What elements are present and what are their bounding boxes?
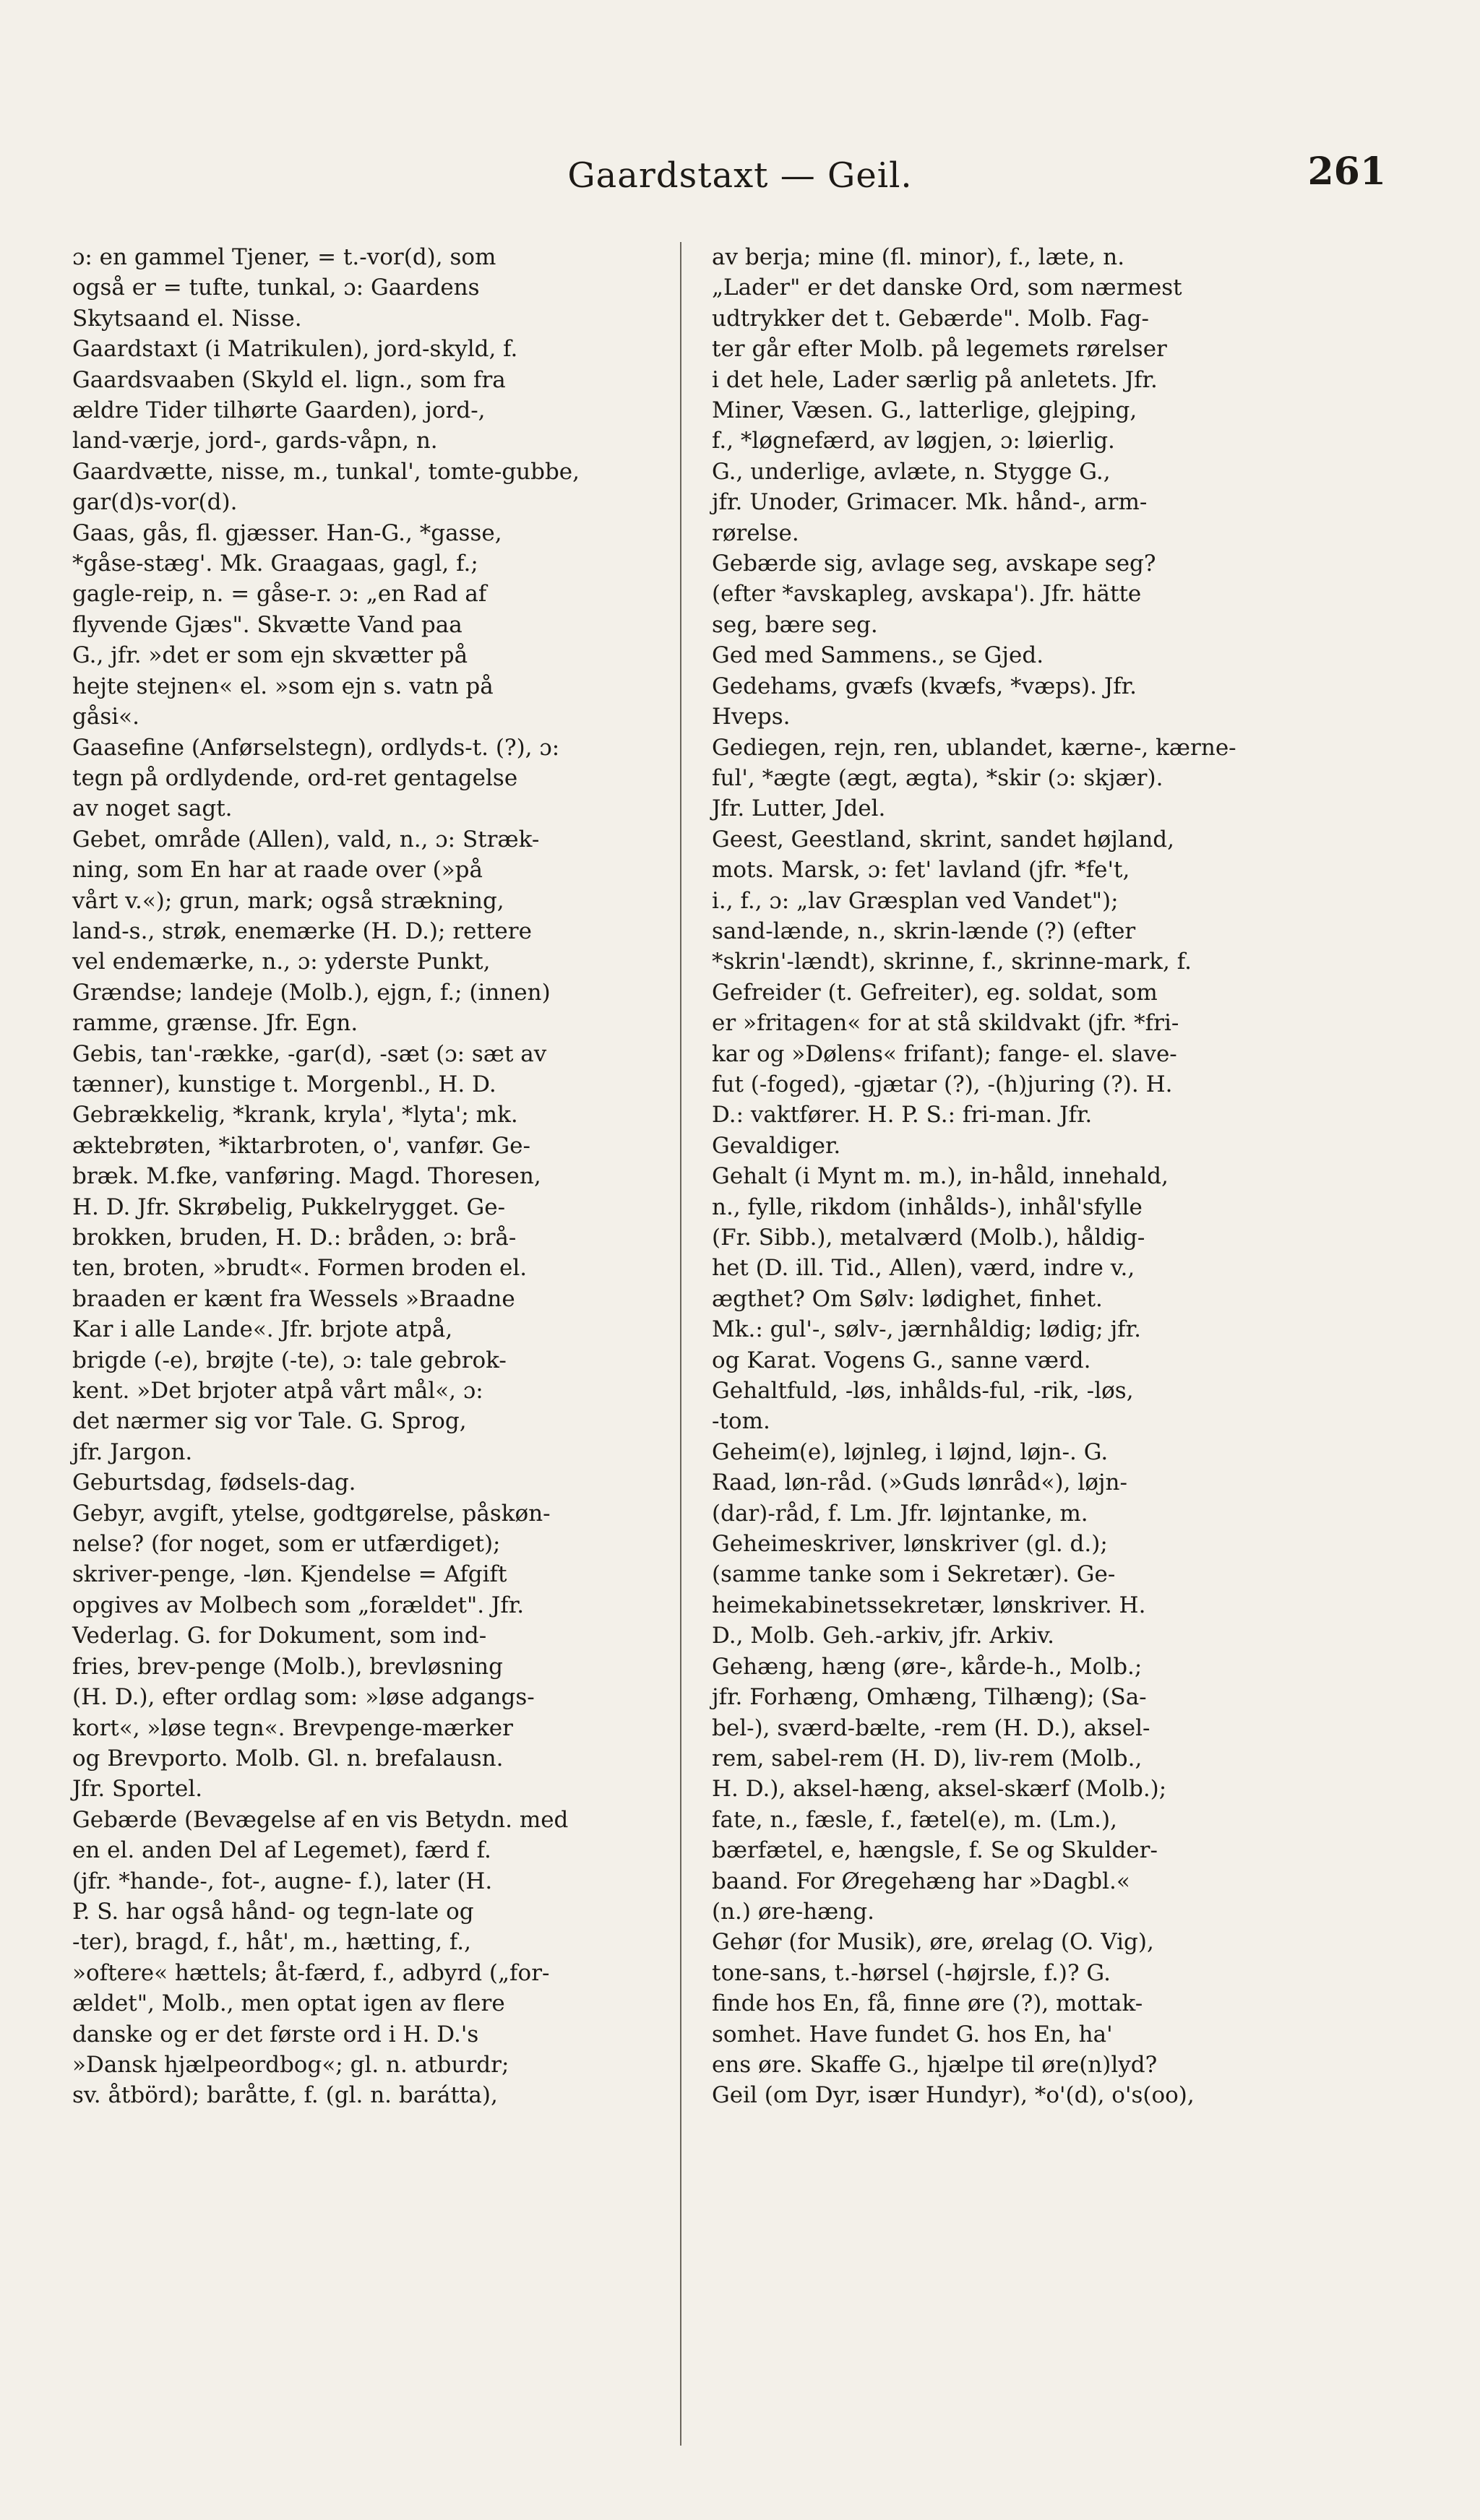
entry-line: Gebrækkelig, *krank, kryla', *lyta'; mk. xyxy=(72,1102,518,1129)
entry-line: (dar)-råd, f. Lm. Jfr. løjntanke, m. xyxy=(712,1500,1088,1527)
entry-line: gåsi«. xyxy=(72,704,139,730)
entry-line: Miner, Væsen. G., latterlige, glejping, xyxy=(712,397,1137,424)
dictionary-entry xyxy=(712,242,1312,548)
entry-line: *skrin'-lændt), skrinne, f., skrinne-mark, f. xyxy=(712,949,1192,975)
dictionary-entry xyxy=(712,1376,1312,1437)
entry-line: »oftere« hættels; åt-færd, f., adbyrd („for- xyxy=(72,1959,550,1986)
entry-line: ældre Tider tilhørte Gaarden), jord-, xyxy=(72,397,486,424)
entry-line: mots. Marsk, ɔ: fet' lavland (jfr. *fe't, xyxy=(712,857,1130,884)
dictionary-entry xyxy=(72,334,697,364)
entry-line: Raad, løn-råd. (»Guds lønråd«), løjn- xyxy=(712,1470,1127,1496)
entry-line: gagle-reip, n. = gåse-r. ɔ: „en Rad af xyxy=(72,581,487,608)
dictionary-entry xyxy=(712,1437,1312,1652)
entry-line: f., *løgnefærd, av løgjen, ɔ: løierlig. xyxy=(712,428,1115,454)
entry-line: G., jfr. »det er som ejn skvætter på xyxy=(72,642,468,669)
entry-line: Skytsaand el. Nisse. xyxy=(72,305,302,332)
entry-line: Gaasefine (Anførselstegn), ordlyds-t. (?), ɔ: xyxy=(72,734,560,761)
entry-line: H. D. Jfr. Skrøbelig, Pukkelrygget. Ge- xyxy=(72,1194,506,1220)
entry-line: Vederlag. G. for Dokument, som ind- xyxy=(72,1623,487,1649)
entry-line: (Fr. Sibb.), metalværd (Molb.), håldig- xyxy=(712,1225,1145,1251)
entry-line: tegn på ordlydende, ord-ret gentagelse xyxy=(72,764,518,791)
dictionary-entry xyxy=(72,1498,697,1805)
entry-line: Kar i alle Lande«. Jfr. brjote atpå, xyxy=(72,1316,453,1343)
entry-line: Jfr. Lutter, Jdel. xyxy=(712,795,886,822)
entry-line: finde hos En, få, finne øre (?), mottak- xyxy=(712,1990,1143,2017)
entry-line: Gaardvætte, nisse, m., tunkal', tomte-gubbe, xyxy=(72,458,580,485)
entry-line: H. D.), aksel-hæng, aksel-skærf (Molb.); xyxy=(712,1776,1167,1803)
entry-line: tænner), kunstige t. Morgenbl., H. D. xyxy=(72,1071,496,1097)
entry-line: er »fritagen« for at stå skildvakt (jfr. *fri- xyxy=(712,1010,1179,1037)
entry-line: Gebet, område (Allen), vald, n., ɔ: Stræk- xyxy=(72,826,540,853)
entry-line: Gehalt (i Mynt m. m.), in-håld, innehald, xyxy=(712,1163,1169,1190)
entry-line: Gehæng, hæng (øre-, kårde-h., Molb.; xyxy=(712,1653,1143,1680)
dictionary-entry xyxy=(712,548,1312,640)
entry-line: Gedehams, gvæfs (kvæfs, *væps). Jfr. xyxy=(712,673,1137,699)
entry-line: ældet", Molb., men optat igen av flere xyxy=(72,1990,505,2017)
entry-line: Jfr. Sportel. xyxy=(72,1776,203,1803)
entry-line: P. S. har også hånd- og tegn-late og xyxy=(72,1898,474,1925)
dictionary-entry xyxy=(72,242,697,334)
entry-line: braaden er kænt fra Wessels »Braadne xyxy=(72,1285,515,1312)
entry-line: det nærmer sig vor Tale. G. Sprog, xyxy=(72,1408,467,1435)
entry-line: »Dansk hjælpeordbog«; gl. n. atburdr; xyxy=(72,2051,509,2078)
entry-line: seg, bære seg. xyxy=(712,611,878,638)
entry-line: Gebis, tan'-række, -gar(d), -sæt (ɔ: sæt av xyxy=(72,1040,547,1067)
entry-line: også er = tufte, tunkal, ɔ: Gaardens xyxy=(72,275,480,301)
entry-line: bærfætel, e, hængsle, f. Se og Skulder- xyxy=(712,1837,1158,1864)
entry-line: Gaardstaxt (i Matrikulen), jord-skyld, f. xyxy=(72,336,518,363)
entry-line: het (D. ill. Tid., Allen), værd, indre v., xyxy=(712,1255,1135,1282)
entry-line: i., f., ɔ: „lav Græsplan ved Vandet"); xyxy=(712,887,1119,914)
entry-line: Gebyr, avgift, ytelse, godtgørelse, påskøn- xyxy=(72,1500,551,1527)
entry-line: ter går efter Molb. på legemets rørelser xyxy=(712,336,1167,363)
entry-line: danske og er det første ord i H. D.'s xyxy=(72,2021,479,2048)
entry-line: D., Molb. Geh.-arkiv, jfr. Arkiv. xyxy=(712,1623,1054,1649)
entry-line: „Lader" er det danske Ord, som nærmest xyxy=(712,275,1182,301)
entry-line: G., underlige, avlæte, n. Stygge G., xyxy=(712,458,1111,485)
entry-line: og Karat. Vogens G., sanne værd. xyxy=(712,1347,1091,1373)
page-header xyxy=(94,150,1386,213)
entry-line: *gåse-stæg'. Mk. Graagaas, gagl, f.; xyxy=(72,551,478,577)
running-head: Gaardstaxt — Geil. xyxy=(567,155,913,196)
entry-line: ɔ: en gammel Tjener, = t.-vor(d), som xyxy=(72,244,496,270)
dictionary-entry xyxy=(712,733,1312,824)
entry-line: somhet. Have fundet G. hos En, ha' xyxy=(712,2021,1113,2048)
entry-line: (H. D.), efter ordlag som: »løse adgangs- xyxy=(72,1684,535,1711)
entry-line: gar(d)s-vor(d). xyxy=(72,489,238,516)
entry-line: (samme tanke som i Sekretær). Ge- xyxy=(712,1561,1116,1588)
entry-line: jfr. Unoder, Grimacer. Mk. hånd-, arm- xyxy=(712,489,1148,516)
dictionary-entry xyxy=(712,978,1312,1161)
entry-line: og Brevporto. Molb. Gl. n. brefalausn. xyxy=(72,1745,504,1772)
entry-line: land-værje, jord-, gards-våpn, n. xyxy=(72,428,438,454)
entry-line: ful', *ægte (ægt, ægta), *skir (ɔ: skjær). xyxy=(712,764,1163,791)
entry-line: (n.) øre-hæng. xyxy=(712,1898,874,1925)
entry-line: bel-), sværd-bælte, -rem (H. D.), aksel- xyxy=(712,1714,1150,1741)
dictionary-entry xyxy=(712,2080,1312,2110)
dictionary-entry xyxy=(72,824,697,1039)
entry-line: vårt v.«); grun, mark; også strækning, xyxy=(72,887,504,914)
entry-line: (jfr. *hande-, fot-, augne- f.), later (H. xyxy=(72,1868,493,1894)
entry-line: kort«, »løse tegn«. Brevpenge-mærker xyxy=(72,1714,513,1741)
entry-line: (efter *avskapleg, avskapa'). Jfr. hätte xyxy=(712,581,1142,608)
entry-line: kar og »Dølens« frifant); fange- el. slave- xyxy=(712,1040,1177,1067)
entry-line: Geburtsdag, fødsels-dag. xyxy=(72,1470,356,1496)
entry-line: Gediegen, rejn, ren, ublandet, kærne-, kærne- xyxy=(712,734,1236,761)
entry-line: Geheim(e), løjnleg, i løjnd, løjn-. G. xyxy=(712,1438,1109,1465)
dictionary-entry xyxy=(712,1652,1312,1928)
entry-line: tone-sans, t.-hørsel (-højrsle, f.)? G. xyxy=(712,1959,1111,1986)
page-number: 261 xyxy=(1307,150,1386,194)
entry-line: D.: vaktfører. H. P. S.: fri-man. Jfr. xyxy=(712,1102,1093,1129)
entry-line: av berja; mine (fl. minor), f., læte, n. xyxy=(712,244,1125,270)
entry-line: Gefreider (t. Gefreiter), eg. soldat, som xyxy=(712,979,1158,1006)
entry-line: Hveps. xyxy=(712,704,791,730)
entry-line: ægthet? Om Sølv: lødighet, finhet. xyxy=(712,1285,1103,1312)
entry-line: brokken, bruden, H. D.: bråden, ɔ: brå- xyxy=(72,1225,517,1251)
entry-line: sand-lænde, n., skrin-lænde (?) (efter xyxy=(712,918,1136,944)
entry-line: -ter), bragd, f., håt', m., hætting, f., xyxy=(72,1929,471,1956)
dictionary-entry xyxy=(72,733,697,824)
entry-line: Ged med Sammens., se Gjed. xyxy=(712,642,1044,669)
entry-line: udtrykker det t. Gebærde". Molb. Fag- xyxy=(712,305,1149,332)
dictionary-entry xyxy=(72,1805,697,2111)
entry-line: nelse? (for noget, som er utfærdiget); xyxy=(72,1531,501,1558)
entry-line: ramme, grænse. Jfr. Egn. xyxy=(72,1010,358,1037)
entry-line: jfr. Jargon. xyxy=(72,1438,193,1465)
entry-line: ning, som En har at raade over (»på xyxy=(72,857,483,884)
entry-line: Gebærde (Bevægelse af en vis Betydn. med xyxy=(72,1806,569,1833)
entry-line: Geil (om Dyr, især Hundyr), *o'(d), o's(oo), xyxy=(712,2082,1195,2109)
dictionary-entry xyxy=(72,1467,697,1498)
entry-line: heimekabinetssekretær, lønskriver. H. xyxy=(712,1592,1146,1618)
entry-line: ten, broten, »brudt«. Formen broden el. xyxy=(72,1255,528,1282)
entry-line: rem, sabel-rem (H. D), liv-rem (Molb., xyxy=(712,1745,1143,1772)
dictionary-entry xyxy=(712,1161,1312,1376)
entry-line: rørelse. xyxy=(712,519,799,546)
dictionary-entry xyxy=(712,824,1312,978)
dictionary-entry xyxy=(72,365,697,457)
entry-line: baand. For Øregehæng har »Dagbl.« xyxy=(712,1868,1130,1894)
dictionary-entry xyxy=(72,1039,697,1100)
entry-line: Grændse; landeje (Molb.), ejgn, f.; (innen) xyxy=(72,979,551,1006)
entry-line: Gebærde sig, avlage seg, avskape seg? xyxy=(712,551,1156,577)
entry-line: kent. »Det brjoter atpå vårt mål«, ɔ: xyxy=(72,1378,483,1404)
dictionary-entry xyxy=(72,518,697,733)
entry-line: land-s., strøk, enemærke (H. D.); rettere xyxy=(72,918,532,944)
entry-line: i det hele, Lader særlig på anletets. Jfr. xyxy=(712,366,1158,393)
entry-line: hejte stejnen« el. »som ejn s. vatn på xyxy=(72,673,494,699)
entry-line: fries, brev-penge (Molb.), brevløsning xyxy=(72,1653,503,1680)
entry-line: Gehaltfuld, -løs, inhålds-ful, -rik, -løs, xyxy=(712,1378,1134,1404)
entry-line: bræk. M.fke, vanføring. Magd. Thoresen, xyxy=(72,1163,541,1190)
left-column xyxy=(72,242,697,2111)
entry-line: ens øre. Skaffe G., hjælpe til øre(n)lyd? xyxy=(712,2051,1158,2078)
right-column xyxy=(712,242,1312,2111)
entry-line: Geheimeskriver, lønskriver (gl. d.); xyxy=(712,1531,1108,1558)
entry-line: æktebrøten, *iktarbroten, o', vanfør. Ge- xyxy=(72,1132,530,1159)
dictionary-entry xyxy=(72,457,697,518)
entry-line: sv. åtbörd); baråtte, f. (gl. n. barátta), xyxy=(72,2082,498,2109)
entry-line: vel endemærke, n., ɔ: yderste Punkt, xyxy=(72,949,491,975)
entry-line: Gehør (for Musik), øre, ørelag (O. Vig), xyxy=(712,1929,1154,1956)
entry-line: n., fylle, rikdom (inhålds-), inhål'sfylle xyxy=(712,1194,1143,1220)
entry-line: Geest, Geestland, skrint, sandet højland, xyxy=(712,826,1174,853)
entry-line: Mk.: gul'-, sølv-, jærnhåldig; lødig; jfr. xyxy=(712,1316,1141,1343)
entry-line: fate, n., fæsle, f., fætel(e), m. (Lm.), xyxy=(712,1806,1117,1833)
entry-line: fut (-foged), -gjætar (?), -(h)juring (?). H. xyxy=(712,1071,1173,1097)
entry-line: jfr. Forhæng, Omhæng, Tilhæng); (Sa- xyxy=(712,1684,1147,1711)
dictionary-entry xyxy=(712,671,1312,733)
entry-line: Gaas, gås, fl. gjæsser. Han-G., *gasse, xyxy=(72,519,502,546)
entry-line: flyvende Gjæs". Skvætte Vand paa xyxy=(72,611,462,638)
entry-line: -tom. xyxy=(712,1408,770,1435)
entry-line: Gaardsvaaben (Skyld el. lign., som fra xyxy=(72,366,506,393)
entry-line: opgives av Molbech som „forældet". Jfr. xyxy=(72,1592,525,1618)
dictionary-entry xyxy=(712,1927,1312,2080)
entry-line: Gevaldiger. xyxy=(712,1132,841,1159)
entry-line: brigde (-e), brøjte (-te), ɔ: tale gebrok- xyxy=(72,1347,507,1373)
entry-line: en el. anden Del af Legemet), færd f. xyxy=(72,1837,491,1864)
dictionary-entry xyxy=(72,1100,697,1467)
entry-line: skriver-penge, -løn. Kjendelse = Afgift xyxy=(72,1561,507,1588)
column-divider xyxy=(680,242,681,2446)
dictionary-entry xyxy=(712,640,1312,670)
entry-line: av noget sagt. xyxy=(72,795,233,822)
